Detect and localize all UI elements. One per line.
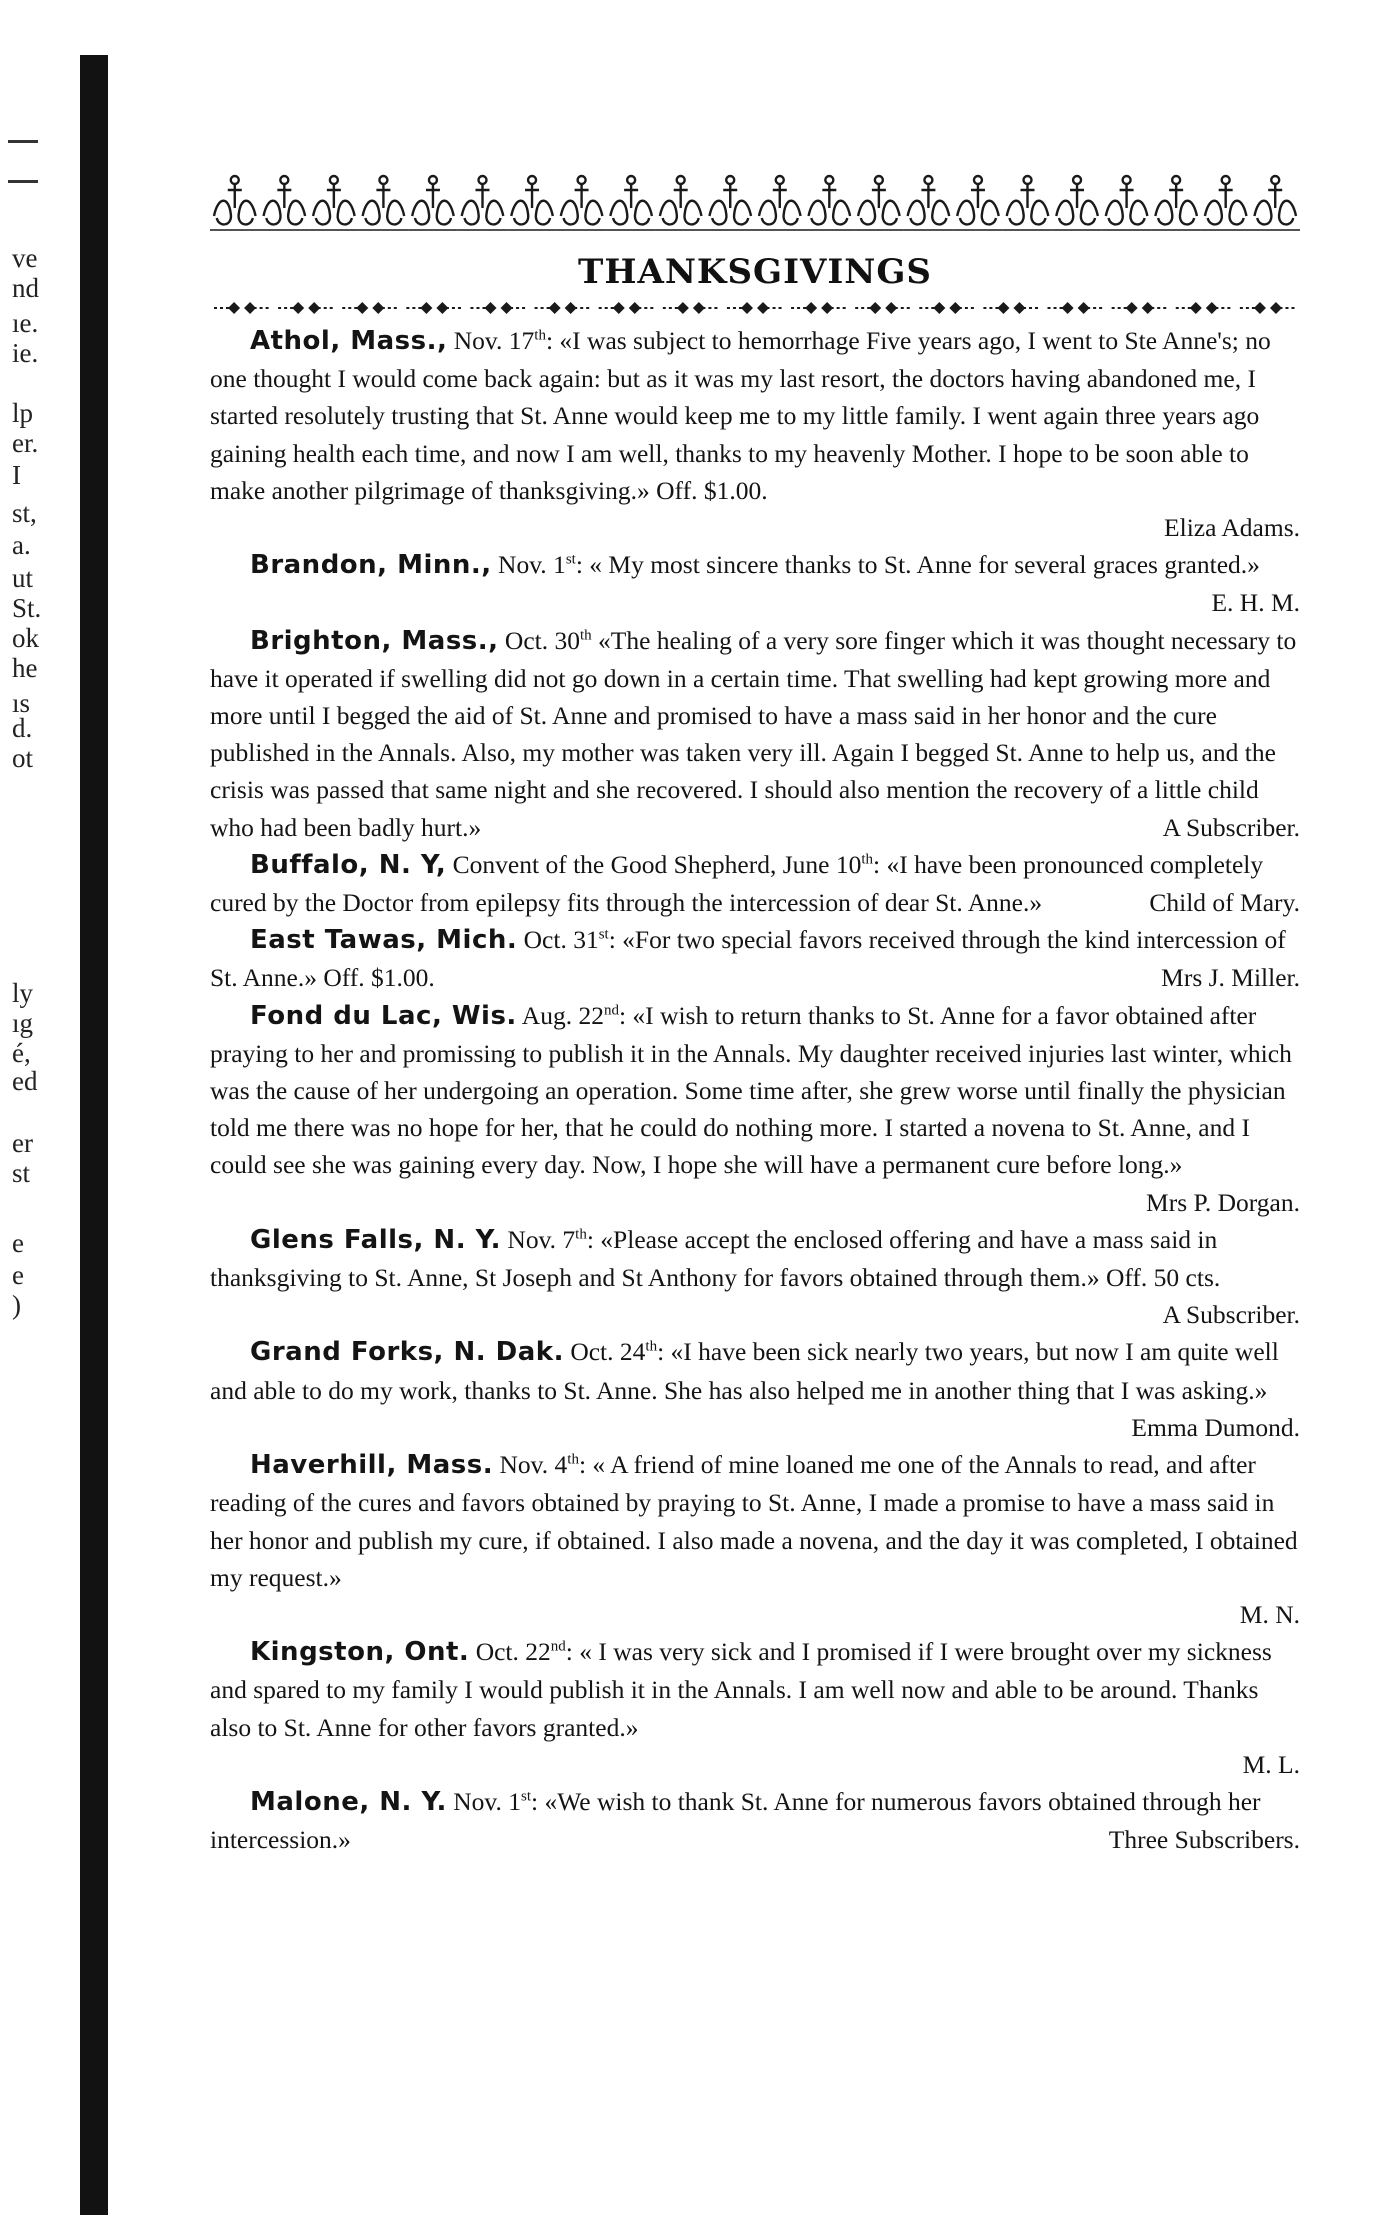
entry-place: Brighton, Mass.,	[250, 625, 499, 656]
entry-date-suffix: nd	[603, 1002, 619, 1019]
entry-place: Athol, Mass.,	[250, 326, 448, 356]
entry-place: Haverhill, Mass.	[250, 1450, 494, 1481]
entry-text: : «For two special favors received through the kind intercession of St. Anne.» Off. $1.00.	[210, 925, 1286, 993]
thanksgiving-entry	[210, 322, 1300, 546]
entry-text: : « A friend of mine loaned me one of the Annals to read, and after reading of the cures and favors obtained by praying to St. Anne, I made a promise to have a mass said in her honor and publish my cure, if obtained. I also made a novena, and the day it was completed, I obtained my request.»	[210, 1450, 1298, 1592]
entry-signer: E. H. M.	[1211, 588, 1300, 618]
left-margin-fragments	[0, 0, 80, 2218]
margin-dash	[8, 140, 38, 143]
entry-signer: Mrs P. Dorgan.	[1146, 1187, 1300, 1217]
margin-fragment: nd	[12, 273, 39, 303]
page-content	[210, 170, 1300, 1858]
entry-text: : «Please accept the enclosed offering and have a mass said in thanksgiving to St. Anne, St Joseph and St Anthony for favors obtained through them.» Off. 50 cts.	[210, 1224, 1221, 1293]
entry-place: Buffalo, N. Y,	[250, 849, 447, 880]
ornamental-border	[210, 170, 1300, 240]
entry-text: «The healing of a very sore finger which it was thought necessary to have it operated if swelling did not go down in a certain time. That swelling had kept growing more and more until I begged the aid of St. Anne and promised to have a mass said in her honor and the cure published in the Annals. Also, my mother was taken very ill. Again I begged St. Anne to help us, and the crisis was passed that same night and she recovered. I should also mention the recovery of a little child who had been badly hurt.»	[210, 625, 1297, 842]
entry-date-suffix: th	[861, 851, 873, 868]
margin-fragment: st	[12, 1158, 31, 1188]
entry-date-suffix: th	[575, 1226, 587, 1243]
entry-date-suffix: th	[645, 1338, 658, 1355]
margin-fragment: )	[12, 1290, 21, 1320]
margin-fragment: ly	[12, 978, 34, 1008]
margin-fragment: ıs	[12, 688, 31, 718]
thanksgiving-entry	[210, 1783, 1300, 1858]
entry-text: : «I have been pronounced completely cured by the Doctor from epilepsy fits through the intercession of dear St. Anne.»	[210, 849, 1264, 918]
entry-date: Nov. 4	[499, 1450, 568, 1480]
entry-text: : «I was subject to hemorrhage Five years ago, I went to Ste Anne's; no one thought I would come back again: but as it was my last resort, the doctors having abandoned me, I started resolutely trusting that St. Anne would keep me to my little family. I went again three years ago gaining health each time, and now I am well, thanks to my heavenly Mother. I hope to be soon able to make another pilgrimage of thanksgiving.» Off. $1.00.	[210, 326, 1271, 505]
thanksgiving-entry	[210, 1633, 1300, 1783]
entry-date: Nov. 1	[453, 1786, 521, 1816]
margin-fragment: ie.	[12, 338, 39, 368]
margin-fragment: er	[12, 1128, 33, 1158]
margin-fragment: St.	[12, 593, 42, 623]
thanksgiving-entry	[210, 997, 1300, 1221]
entry-date-suffix: th	[579, 627, 592, 644]
margin-fragment: ot	[12, 743, 34, 773]
margin-fragment: a.	[12, 530, 31, 560]
entry-date: Oct. 24	[570, 1337, 646, 1367]
thanksgiving-entry	[210, 846, 1300, 921]
entry-signer: A Subscriber.	[1162, 812, 1300, 842]
entry-date-suffix: th	[567, 1451, 579, 1468]
thanksgiving-entry	[210, 921, 1300, 996]
thanksgiving-entry	[210, 1221, 1300, 1334]
margin-fragment: ed	[12, 1066, 38, 1096]
entry-date: Oct. 31	[523, 925, 599, 955]
entry-place: Kingston, Ont.	[250, 1637, 470, 1668]
entry-place: Brandon, Minn.,	[250, 550, 492, 581]
entry-date-suffix: st	[565, 551, 576, 568]
entry-date-suffix: st	[521, 1788, 532, 1805]
entry-place: Fond du Lac, Wis.	[250, 1000, 517, 1031]
entry-signer: Child of Mary.	[1149, 888, 1300, 918]
margin-fragment: ve	[12, 243, 38, 273]
margin-fragment: e	[12, 1228, 24, 1258]
entry-place: Glens Falls, N. Y.	[250, 1224, 502, 1255]
entry-date: Nov. 7	[507, 1224, 576, 1254]
scan-edge-shadow	[80, 55, 108, 2215]
entry-signer: M. L.	[1242, 1749, 1300, 1779]
entry-date-suffix: st	[598, 926, 609, 943]
entry-date-suffix: th	[534, 327, 546, 344]
margin-fragment: ıg	[12, 1008, 34, 1038]
entry-text: : « My most sincere thanks to St. Anne for several graces granted.»	[575, 550, 1260, 580]
margin-fragment: ut	[12, 563, 34, 593]
entry-place: Malone, N. Y.	[250, 1786, 447, 1817]
margin-fragment: ok	[12, 623, 39, 653]
entry-text: : «We wish to thank St. Anne for numerous favors obtained through her intercession.»	[210, 1786, 1261, 1855]
thanksgiving-entry	[210, 1333, 1300, 1446]
entry-date: Oct. 22	[475, 1637, 551, 1667]
entry-signer: M. N.	[1239, 1599, 1300, 1629]
margin-fragment: st,	[12, 498, 37, 528]
entry-date: Oct. 30	[504, 625, 580, 655]
margin-fragment: é,	[12, 1038, 31, 1068]
margin-fragment: I	[12, 460, 21, 490]
entry-date-suffix: nd	[550, 1638, 566, 1655]
entry-text: : « I was very sick and I promised if I were brought over my sickness and spared to my family I would publish it in the Annals. I am well now and able to be around. Thanks also to St. Anne for other favors granted.»	[210, 1637, 1272, 1742]
thanksgiving-entry	[210, 546, 1300, 621]
entry-signer: A Subscriber.	[1162, 1300, 1300, 1330]
entry-place: East Tawas, Mich.	[250, 925, 518, 956]
page-title: THANKSGIVINGS	[578, 252, 932, 292]
entry-signer: Emma Dumond.	[1131, 1412, 1300, 1442]
entry-place: Grand Forks, N. Dak.	[250, 1337, 564, 1368]
entry-date: Nov. 17	[453, 326, 535, 355]
entry-date: Nov. 1	[498, 550, 566, 580]
entry-signer: Eliza Adams.	[1164, 513, 1300, 543]
thanksgiving-entry	[210, 1446, 1300, 1633]
entry-date: Aug. 22	[521, 1000, 604, 1030]
margin-fragment: lp	[12, 398, 34, 428]
chain-divider	[210, 298, 1300, 318]
entry-text: : «I wish to return thanks to St. Anne for a favor obtained after praying to her and promissing to publish it in the Annals. My daughter received injuries last winter, which was the cause of her undergoing an operation. Some time after, she grew worse until finally the physician told me there was no hope for her, that he could do nothing more. I started a novena to St. Anne, and I could see she was gaining every day. Now, I hope she will have a permanent cure before long.»	[210, 1000, 1292, 1180]
entry-signer: Three Subscribers.	[1108, 1825, 1300, 1855]
entries-list	[210, 322, 1300, 1858]
margin-fragment: ıe.	[12, 308, 39, 338]
margin-fragment: d.	[12, 713, 33, 743]
margin-fragment: e	[12, 1260, 24, 1290]
thanksgiving-entry	[210, 622, 1300, 846]
entry-signer: Mrs J. Miller.	[1161, 963, 1300, 993]
entry-date: Convent of the Good Shepherd, June 10	[452, 849, 862, 879]
margin-fragment: he	[12, 653, 38, 683]
margin-fragment: er.	[12, 428, 39, 458]
entry-text: : «I have been sick nearly two years, but now I am quite well and able to do my work, thanks to St. Anne. She has also helped me in another thing that I was asking.»	[210, 1337, 1279, 1405]
margin-dash	[8, 180, 38, 183]
